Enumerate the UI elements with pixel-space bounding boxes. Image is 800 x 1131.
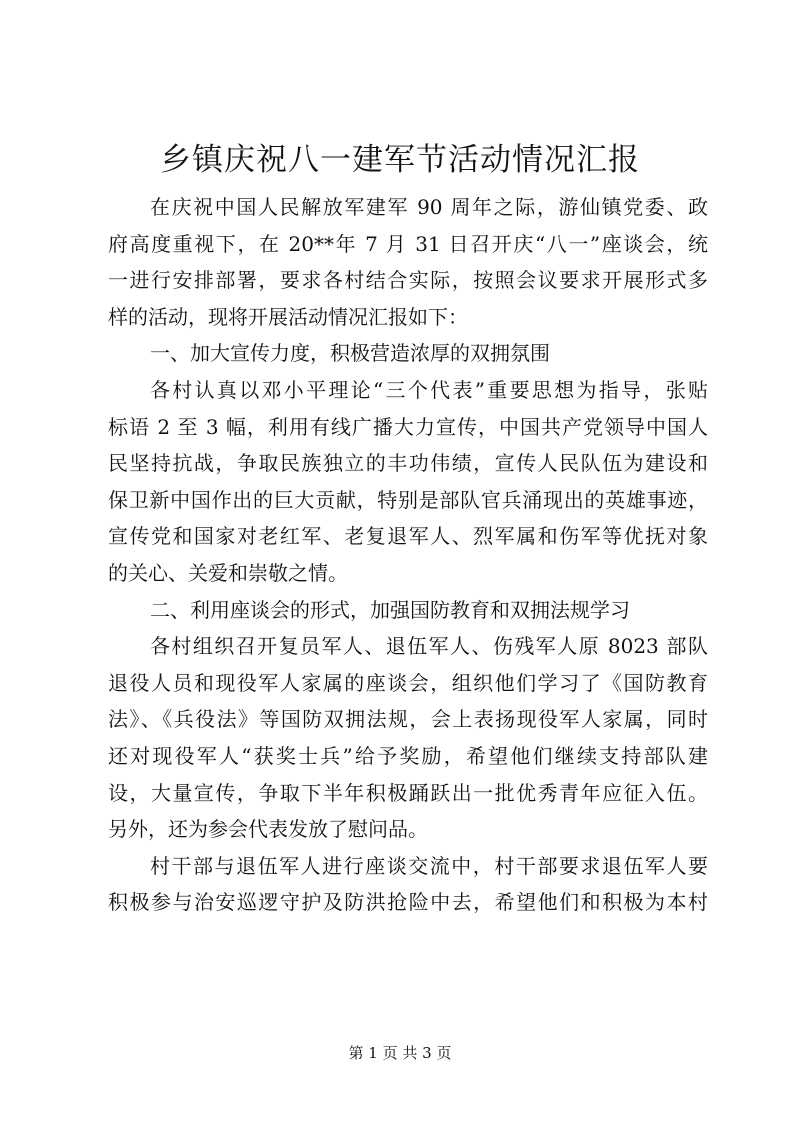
paragraph-line: 村干部与退伍军人进行座谈交流中，村干部要求退伍军人要 bbox=[150, 853, 708, 878]
paragraph-line: 积极参与治安巡逻守护及防洪抢险中去，希望他们和积极为本村 bbox=[108, 890, 708, 915]
paragraph-line: 各村认真以邓小平理论“三个代表”重要思想为指导，张贴 bbox=[150, 377, 708, 402]
paragraph-line: 宣传党和国家对老红军、老复退军人、烈军属和伤军等优抚对象 bbox=[108, 524, 708, 549]
paragraph-line: 法》、《兵役法》等国防双拥法规，会上表扬现役军人家属，同时 bbox=[108, 707, 708, 732]
paragraph-line: 民坚持抗战，争取民族独立的丰功伟绩，宣传人民队伍为建设和 bbox=[108, 451, 708, 476]
document-body bbox=[108, 189, 708, 921]
paragraph-line: 样的活动，现将开展活动情况汇报如下： bbox=[108, 304, 468, 329]
paragraph-line: 还对现役军人“获奖士兵”给予奖励，希望他们继续支持部队建 bbox=[108, 743, 708, 768]
paragraph-line: 保卫新中国作出的巨大贡献，特别是部队官兵涌现出的英雄事迹， bbox=[108, 487, 708, 512]
paragraph-line: 府高度重视下，在 20**年 7 月 31 日召开庆“八一”座谈会，统 bbox=[108, 231, 708, 256]
section-heading: 二、利用座谈会的形式，加强国防教育和双拥法规学习 bbox=[150, 597, 630, 622]
document-title: 乡镇庆祝八一建军节活动情况汇报 bbox=[160, 142, 640, 178]
paragraph-line: 在庆祝中国人民解放军建军 90 周年之际，游仙镇党委、政 bbox=[150, 195, 708, 219]
section-heading: 一、加大宣传力度，积极营造浓厚的双拥氛围 bbox=[150, 341, 550, 366]
paragraph-line: 标语 2 至 3 幅，利用有线广播大力宣传，中国共产党领导中国人 bbox=[108, 414, 708, 439]
page-footer: 第 1 页 共 3 页 bbox=[348, 1044, 452, 1062]
paragraph-line: 另外，还为参会代表发放了慰问品。 bbox=[108, 817, 428, 842]
paragraph-line: 的关心、关爱和崇敬之情。 bbox=[108, 560, 348, 585]
paragraph-line: 退役人员和现役军人家属的座谈会，组织他们学习了《国防教育 bbox=[108, 670, 708, 695]
paragraph-line: 设，大量宣传，争取下半年积极踊跃出一批优秀青年应征入伍。 bbox=[108, 780, 708, 805]
paragraph-line: 一进行安排部署，要求各村结合实际，按照会议要求开展形式多 bbox=[108, 268, 708, 293]
paragraph-line: 各村组织召开复员军人、退伍军人、伤残军人原 8023 部队 bbox=[150, 634, 708, 659]
